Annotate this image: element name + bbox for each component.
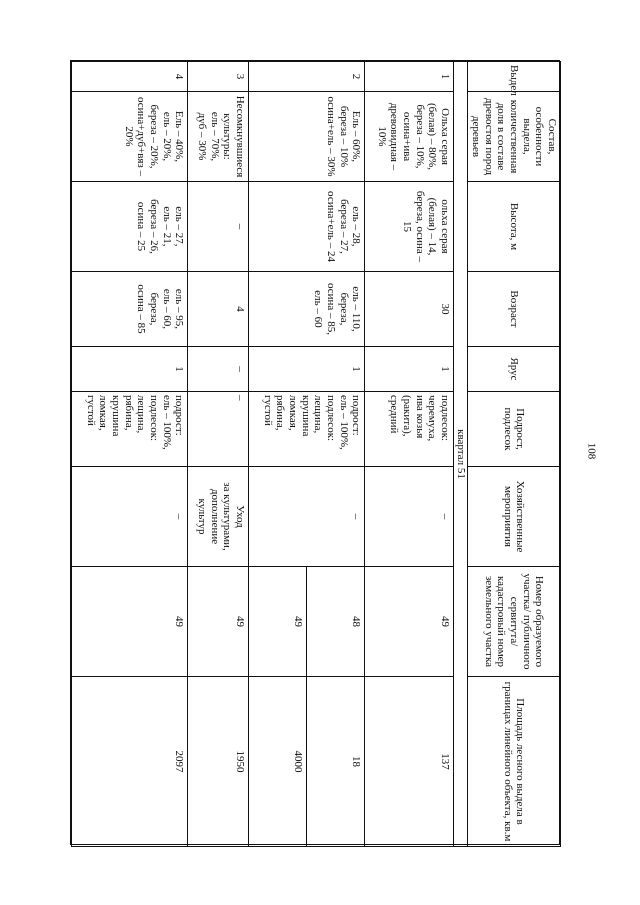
header-area: Площадь лесного выдела в границах линейного объекта, кв.м xyxy=(467,677,560,847)
cell-plot: 49 xyxy=(72,567,188,677)
header-height: Высота, м xyxy=(467,182,560,272)
table-row xyxy=(72,62,188,847)
cell-area: 18 xyxy=(307,677,365,847)
cell-measures: – xyxy=(72,467,188,567)
cell-vydel: 4 xyxy=(72,62,188,92)
section-row xyxy=(453,62,467,847)
cell-measures: – xyxy=(249,467,365,567)
section-label: квартал 51 xyxy=(453,62,467,847)
header-vydel: Выдел xyxy=(467,62,560,92)
header-tier: Ярус xyxy=(467,347,560,392)
cell-height: ель – 28, береза – 27, осина+ель – 24 xyxy=(249,182,365,272)
table-rotated-container xyxy=(71,61,561,846)
cell-tier: 1 xyxy=(365,347,454,392)
table-row xyxy=(307,62,365,847)
cell-plot: 49 xyxy=(249,567,307,677)
cell-tier: – xyxy=(188,347,249,392)
cell-area: 2097 xyxy=(72,677,188,847)
cell-age: ель – 110, береза, осина – 85, ель – 60 xyxy=(249,272,365,347)
cell-plot: 49 xyxy=(365,567,454,677)
cell-age: 4 xyxy=(188,272,249,347)
page-number: 108 xyxy=(585,442,598,460)
cell-area: 137 xyxy=(365,677,454,847)
cell-measures: Уход за культурами, дополнение культур xyxy=(188,467,249,567)
cell-plot: 48 xyxy=(307,567,365,677)
cell-undergrowth: подрост: ель – 100%, подлесок: лещина, рябина, крушина ломкая, густой xyxy=(72,392,188,467)
table-row xyxy=(365,62,454,847)
cell-age: ель – 95, ель – 60, береза, осина – 85 xyxy=(72,272,188,347)
cell-tier: 1 xyxy=(249,347,365,392)
table-row xyxy=(188,62,249,847)
cell-composition: Несомкнувшиеся культуры: ель – 70%, дуб – 30% xyxy=(188,92,249,182)
cell-composition: Ель – 40%, ель – 20%, береза – 20%, осина+дуб+вяз – 20% xyxy=(72,92,188,182)
cell-composition: Ольха серая (белая) – 80%, береза – 10%, осина+ива древовидная – 10% xyxy=(365,92,454,182)
cell-height: – xyxy=(188,182,249,272)
header-row xyxy=(467,62,560,847)
cell-vydel: 3 xyxy=(188,62,249,92)
header-plot-number: Номер образуемого участка/ публичного сервитута/ кадастровый номер земельного участка xyxy=(467,567,560,677)
cell-area: 1950 xyxy=(188,677,249,847)
cell-tier: 1 xyxy=(72,347,188,392)
header-undergrowth: Подрост, подлесок xyxy=(467,392,560,467)
header-composition: Состав, особенности выдела, количественная доля в составе древостоя пород деревьев xyxy=(467,92,560,182)
cell-vydel: 1 xyxy=(365,62,454,92)
cell-height: ольха серая (белая) – 14, береза, осина – 15 xyxy=(365,182,454,272)
cell-measures: – xyxy=(365,467,454,567)
forest-table xyxy=(71,61,561,847)
cell-age: 30 xyxy=(365,272,454,347)
cell-composition: Ель – 60%, береза – 10% осина+ель – 30% xyxy=(249,92,365,182)
forest-table-frame xyxy=(70,60,560,845)
header-measures: Хозяйственные мероприятия xyxy=(467,467,560,567)
cell-height: ель – 27, ель – 21, береза – 26, осина – 25 xyxy=(72,182,188,272)
cell-undergrowth: – xyxy=(188,392,249,467)
cell-undergrowth: подрост: ель – 100%, подлесок: лещина, крушина ломкая, рябина, густой xyxy=(249,392,365,467)
header-age: Возраст xyxy=(467,272,560,347)
cell-vydel: 2 xyxy=(249,62,365,92)
cell-area: 4000 xyxy=(249,677,307,847)
cell-plot: 49 xyxy=(188,567,249,677)
cell-undergrowth: подлесок: черемуха, ива козья (ракита), средний xyxy=(365,392,454,467)
